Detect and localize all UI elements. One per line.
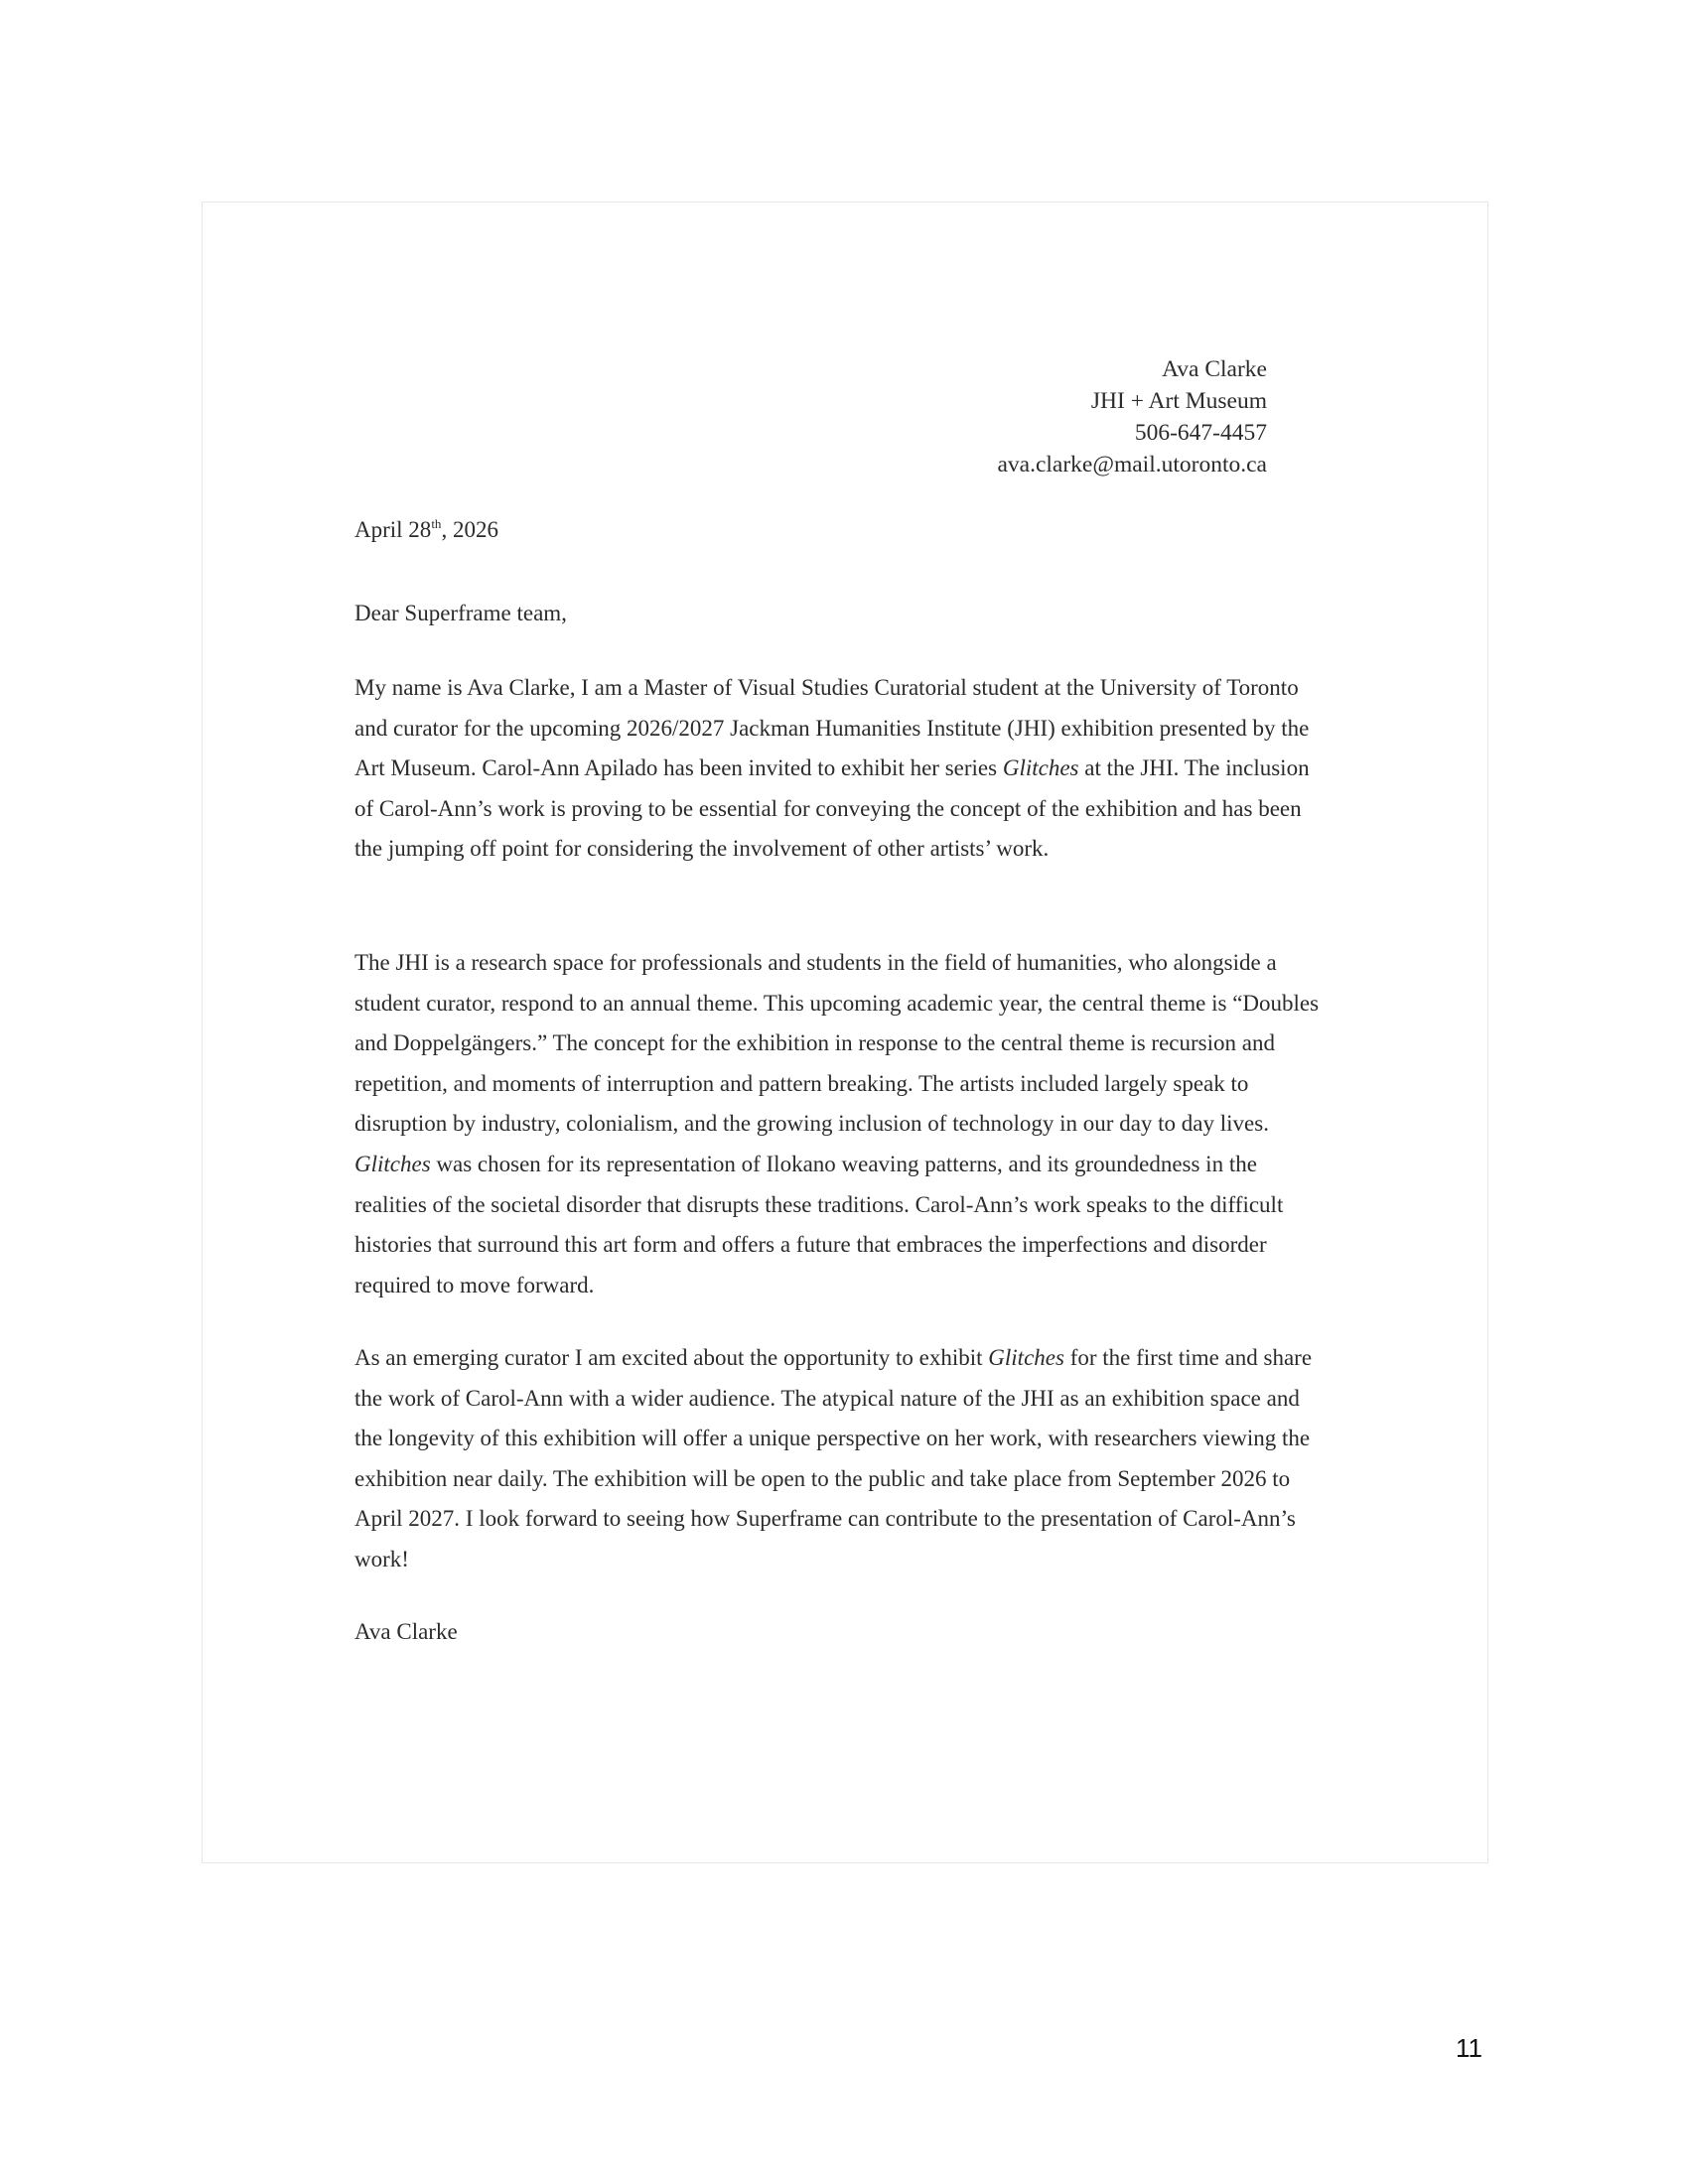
page-number: 11 [1456, 2033, 1482, 2063]
sender-address-block [997, 353, 1267, 480]
paragraph-2-text-end: was chosen for its representation of Ilokano weaving patterns, and its groundedness in the realities of the societal disorder that disrupts these traditions. Carol-Ann’s work speaks to the difficult histories that surround this art form and offers a future that embraces the imperfections and disorder required to move forward. [354, 1151, 1284, 1297]
series-title: Glitches [988, 1345, 1064, 1370]
body-paragraph-3 [354, 1338, 1333, 1580]
letter-signature: Ava Clarke [354, 1619, 458, 1644]
sender-phone: 506-647-4457 [1134, 420, 1267, 446]
letter-date [354, 514, 498, 546]
series-title: Glitches [1002, 755, 1079, 781]
sender-name: Ava Clarke [1162, 356, 1267, 382]
date-year: , 2026 [441, 517, 498, 542]
sender-email: ava.clarke@mail.utoronto.ca [997, 452, 1267, 478]
date-month-day: April 28 [354, 517, 432, 542]
body-paragraph-2 [354, 943, 1333, 1305]
body-paragraph-1 [354, 668, 1333, 870]
sender-organization: JHI + Art Museum [1090, 388, 1267, 414]
date-ordinal-suffix: th [431, 516, 442, 531]
paragraph-3-text-end: for the first time and share the work of Carol-Ann with a wider audience. The atypical nature of the JHI as an exhibition space and the longevity of this exhibition will offer a unique perspective on her work, with researchers viewing the exhibition near daily. The exhibition will be open to the public and take place from September 2026 to April 2027. I look forward to seeing how Superframe can contribute to the presentation of Carol-Ann’s work! [354, 1345, 1313, 1571]
series-title: Glitches [354, 1151, 431, 1176]
paragraph-1-text-start: My name is Ava Clarke, I am a Master of Visual Studies Curatorial student at the University of Toronto and curator for the upcoming 2026/2027 Jackman Humanities Institute (JHI) exhibition presented by the Art Museum. Carol-Ann Apilado has been invited to exhibit her series [354, 675, 1310, 781]
paragraph-2-text-start: The JHI is a research space for professionals and students in the field of humanities, who alongside a student curator, respond to an annual theme. This upcoming academic year, the central theme is “Doubles and Doppelgängers.” The concept for the exhibition in response to the central theme is recursion and repetition, and moments of interruption and pattern breaking. The artists included largely speak to disruption by industry, colonialism, and the growing inclusion of technology in our day to day lives. [354, 950, 1320, 1137]
paragraph-3-text-start: As an emerging curator I am excited about the opportunity to exhibit [354, 1345, 989, 1370]
letter-greeting: Dear Superframe team, [354, 601, 567, 625]
paragraph-1-text-end: at the JHI. The inclusion of Carol-Ann’s work is proving to be essential for conveying the concept of the exhibition and has been the jumping off point for considering the involvement of other artists’ work. [354, 755, 1310, 862]
